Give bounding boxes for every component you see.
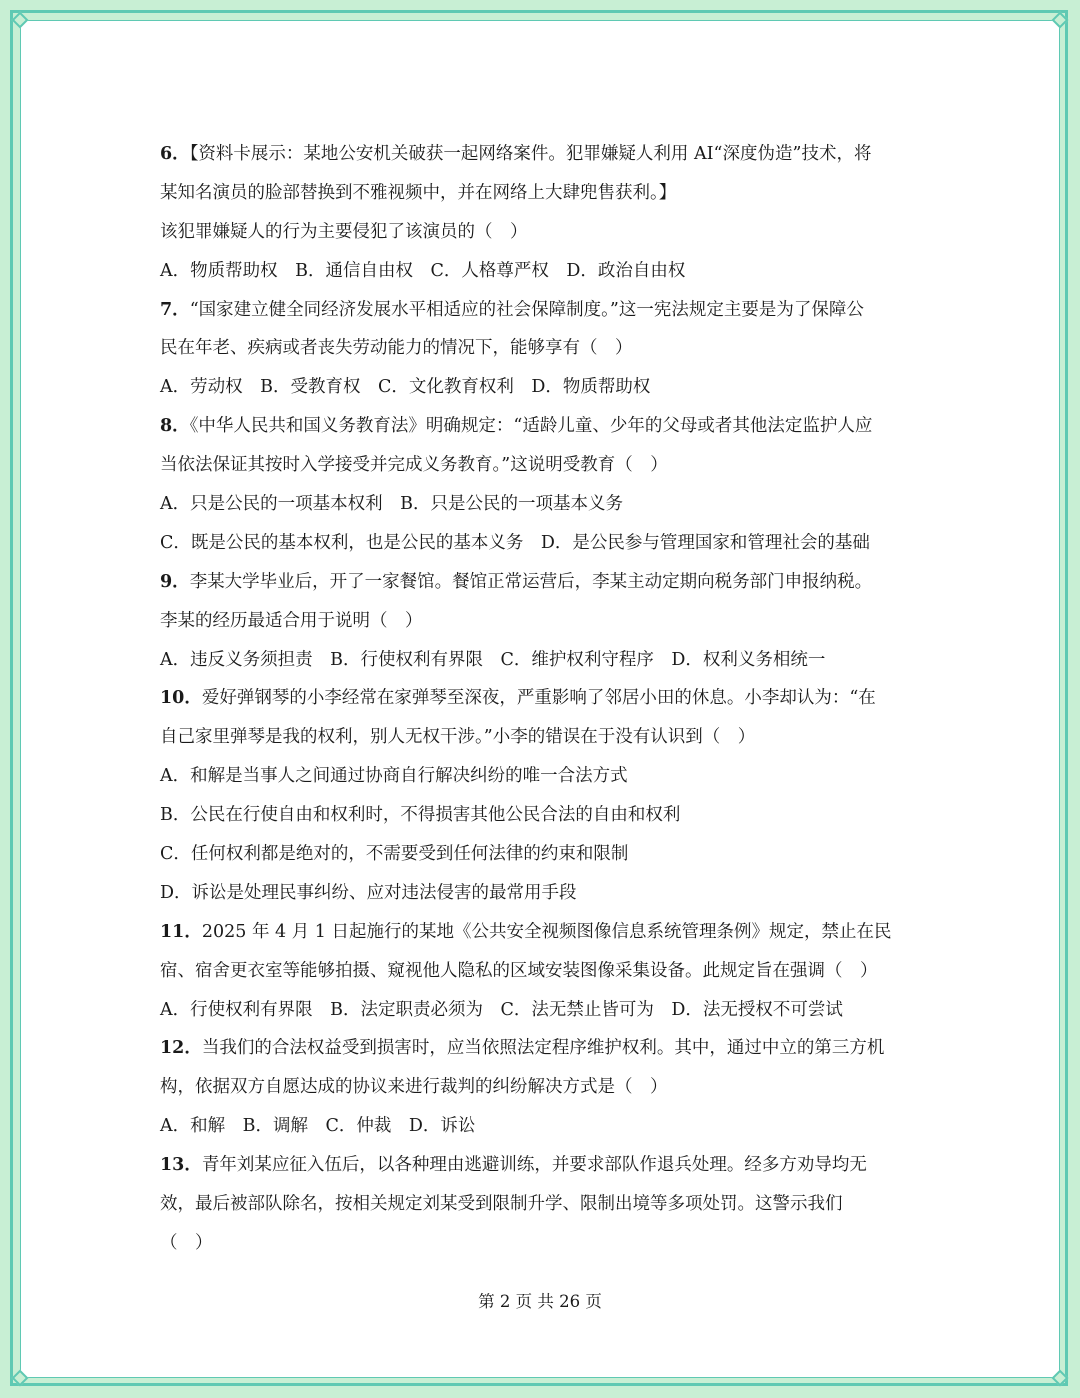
options-line [160, 485, 930, 524]
options-line [160, 874, 930, 913]
line-text: 某知名演员的脸部替换到不雅视频中，并在网络上大肆兜售获利。】 [160, 182, 677, 203]
text-line [160, 446, 930, 485]
text-line [160, 1029, 930, 1068]
text-line [160, 174, 930, 213]
text-line [160, 329, 930, 368]
text-line [160, 135, 930, 174]
line-text: C．任何权利都是绝对的，不需要受到任何法律的约束和限制 [160, 844, 629, 865]
question-number: 7． [160, 299, 190, 320]
question-number: 9． [160, 571, 190, 592]
line-text: 《中华人民共和国义务教育法》明确规定：“适龄儿童、少年的父母或者其他法定监护人应 [189, 416, 873, 437]
text-line [160, 407, 930, 446]
text-line [160, 602, 930, 641]
line-text: A．和解 B．调解 C．仲裁 D．诉讼 [160, 1116, 476, 1137]
line-text: 当我们的合法权益受到损害时，应当依照法定程序维护权利。其中，通过中立的第三方机 [201, 1038, 885, 1059]
question-number: 11． [160, 921, 202, 942]
line-text: 自己家里弹琴是我的权利，别人无权干涉。”小李的错误在于没有认识到（ ） [160, 727, 756, 748]
line-text: 李某的经历最适合用于说明（ ） [160, 610, 423, 631]
text-line [160, 1068, 930, 1107]
line-text: 该犯罪嫌疑人的行为主要侵犯了该演员的（ ） [160, 221, 528, 242]
question-number: 12． [160, 1038, 202, 1059]
text-line [160, 913, 930, 952]
text-line [160, 1185, 930, 1224]
options-line [160, 252, 930, 291]
text-line [160, 718, 930, 757]
line-text: A．行使权利有界限 B．法定职责必须为 C．法无禁止皆可为 D．法无授权不可尝试 [160, 999, 843, 1020]
line-text: 青年刘某应征入伍后，以各种理由逃避训练，并要求部队作退兵处理。经多方劝导均无 [201, 1155, 867, 1176]
question-number: 13． [160, 1155, 202, 1176]
text-line [160, 952, 930, 991]
line-text: B．公民在行使自由和权利时，不得损害其他公民合法的自由和权利 [160, 805, 681, 826]
options-line [160, 368, 930, 407]
options-line [160, 835, 930, 874]
options-line [160, 796, 930, 835]
line-text: A．劳动权 B．受教育权 C．文化教育权利 D．物质帮助权 [160, 377, 651, 398]
options-line [160, 757, 930, 796]
line-text: 2025 年 4 月 1 日起施行的某地《公共安全视频图像信息系统管理条例》规定，禁止在民 [201, 921, 892, 942]
line-text: D．诉讼是处理民事纠纷、应对违法侵害的最常用手段 [160, 882, 577, 903]
text-line [160, 1146, 930, 1185]
question-number: 6． [160, 144, 190, 164]
options-line [160, 991, 930, 1030]
line-text: （ ） [160, 1232, 213, 1253]
line-text: 当依法保证其按时入学接受并完成义务教育。”这说明受教育（ ） [160, 455, 668, 476]
line-text: A．违反义务须担责 B．行使权利有界限 C．维护权利守程序 D．权利义务相统一 [160, 649, 826, 670]
line-text: 效，最后被部队除名，按相关规定刘某受到限制升学、限制出境等多项处罚。这警示我们 [160, 1194, 843, 1215]
line-text: 爱好弹钢琴的小李经常在家弹琴至深夜，严重影响了邻居小田的休息。小李却认为：“在 [201, 688, 876, 709]
options-line [160, 1107, 930, 1146]
options-line [160, 641, 930, 680]
line-text: A．只是公民的一项基本权利 B．只是公民的一项基本义务 [160, 494, 623, 515]
text-line [160, 1224, 930, 1263]
line-text: 宿、宿舍更衣室等能够拍摄、窥视他人隐私的区域安装图像采集设备。此规定旨在强调（ ） [160, 960, 878, 981]
question-content [160, 135, 930, 1263]
text-line [160, 563, 930, 602]
line-text: 【资料卡展示：某地公安机关破获一起网络案件。犯罪嫌疑人利用 AI“深度伪造”技术，将 [189, 144, 872, 164]
line-text: “国家建立健全同经济发展水平相适应的社会保障制度。”这一宪法规定主要是为了保障公 [189, 299, 864, 320]
question-number: 10． [160, 688, 202, 709]
text-line [160, 213, 930, 252]
line-text: C．既是公民的基本权利，也是公民的基本义务 D．是公民参与管理国家和管理社会的基础 [160, 532, 870, 553]
page-footer: 第 2 页 共 26 页 [478, 1292, 602, 1311]
line-text: A．物质帮助权 B．通信自由权 C．人格尊严权 D．政治自由权 [160, 260, 686, 281]
options-line [160, 524, 930, 563]
line-text: A．和解是当事人之间通过协商自行解决纠纷的唯一合法方式 [160, 766, 628, 787]
line-text: 构，依据双方自愿达成的协议来进行裁判的纠纷解决方式是（ ） [160, 1077, 668, 1098]
line-text: 李某大学毕业后，开了一家餐馆。餐馆正常运营后，李某主动定期向税务部门申报纳税。 [189, 571, 873, 592]
question-number: 8． [160, 416, 190, 437]
line-text: 民在年老、疾病或者丧失劳动能力的情况下，能够享有（ ） [160, 338, 633, 359]
text-line [160, 679, 930, 718]
text-line [160, 291, 930, 330]
